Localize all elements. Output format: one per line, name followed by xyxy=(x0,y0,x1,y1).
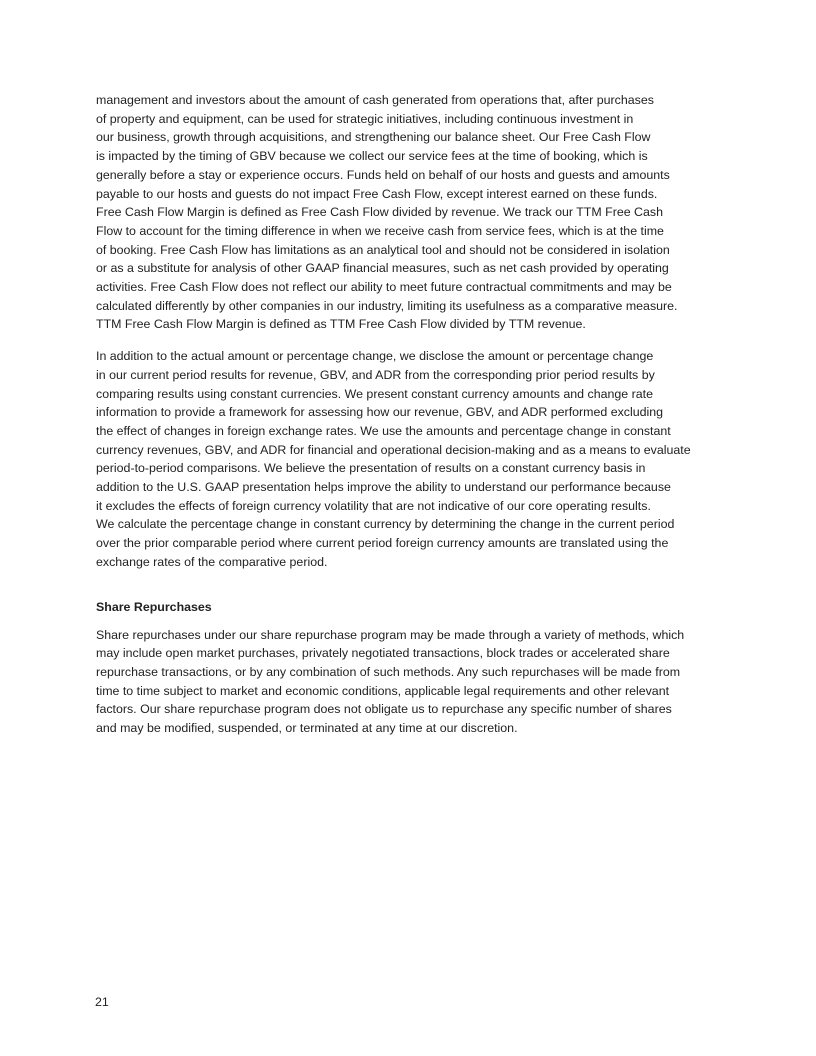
paragraph-line: or as a substitute for analysis of other GAAP financial measures, such as net cash provided by operating xyxy=(96,261,669,276)
paragraph-line: addition to the U.S. GAAP presentation helps improve the ability to understand our performance because xyxy=(96,480,671,495)
paragraph-line: activities. Free Cash Flow does not reflect our ability to meet future contractual commitments and may be xyxy=(96,280,672,295)
paragraph-line: exchange rates of the comparative period. xyxy=(96,554,328,569)
constant-currency-paragraph xyxy=(96,347,726,571)
paragraph-line: may include open market purchases, privately negotiated transactions, block trades or accelerated share xyxy=(96,646,670,661)
paragraph-line: factors. Our share repurchase program does not obligate us to repurchase any specific number of shares xyxy=(96,702,672,717)
paragraph-line: Flow to account for the timing difference in when we receive cash from service fees, which is at the time xyxy=(96,223,664,238)
paragraph-line: of property and equipment, can be used for strategic initiatives, including continuous investment in xyxy=(96,111,634,126)
paragraph-line: management and investors about the amount of cash generated from operations that, after purchases xyxy=(96,93,654,107)
paragraph-line: information to provide a framework for assessing how our revenue, GBV, and ADR performed excluding xyxy=(96,405,664,420)
paragraph-line: of booking. Free Cash Flow has limitations as an analytical tool and should not be considered in isolation xyxy=(96,242,670,257)
paragraph-line: TTM Free Cash Flow Margin is defined as TTM Free Cash Flow divided by TTM revenue. xyxy=(96,317,586,332)
heading-spacer xyxy=(96,616,726,626)
paragraph-line: generally before a stay or experience occurs. Funds held on behalf of our hosts and guests and amounts xyxy=(96,167,670,182)
section-spacer xyxy=(96,572,726,598)
paragraph-line: payable to our hosts and guests do not impact Free Cash Flow, except interest earned on these funds. xyxy=(96,186,658,201)
paragraph-line: the effect of changes in foreign exchange rates. We use the amounts and percentage change in constant xyxy=(96,423,671,438)
share-repurchases-paragraph xyxy=(96,626,726,738)
paragraph-line: time to time subject to market and economic conditions, applicable legal requirements and other relevant xyxy=(96,683,670,698)
paragraph-line: period-to-period comparisons. We believe the presentation of results on a constant currency basis in xyxy=(96,461,646,476)
paragraph-line: currency revenues, GBV, and ADR for financial and operational decision-making and as a means to evaluate xyxy=(96,442,691,457)
paragraph-line: calculated differently by other companies in our industry, limiting its usefulness as a comparative measure. xyxy=(96,298,678,313)
free-cash-flow-paragraph xyxy=(96,91,726,334)
document-body xyxy=(96,91,726,738)
paragraph-line: Share repurchases under our share repurchase program may be made through a variety of methods, which xyxy=(96,627,685,642)
paragraph-spacer xyxy=(96,334,726,347)
paragraph-line: repurchase transactions, or by any combination of such methods. Any such repurchases will be made from xyxy=(96,664,681,679)
paragraph-line: and may be modified, suspended, or terminated at any time at our discretion. xyxy=(96,721,518,736)
page-number: 21 xyxy=(95,995,109,1009)
paragraph-line: our business, growth through acquisitions, and strengthening our balance sheet. Our Free Cash Flow xyxy=(96,130,651,145)
paragraph-line: In addition to the actual amount or percentage change, we disclose the amount or percentage change xyxy=(96,349,654,364)
paragraph-line: comparing results using constant currencies. We present constant currency amounts and change rate xyxy=(96,386,653,401)
paragraph-line: over the prior comparable period where current period foreign currency amounts are translated using the xyxy=(96,536,669,551)
paragraph-line: in our current period results for revenue, GBV, and ADR from the corresponding prior period results by xyxy=(96,367,655,382)
paragraph-line: Free Cash Flow Margin is defined as Free Cash Flow divided by revenue. We track our TTM Free Cash xyxy=(96,205,663,220)
paragraph-line: We calculate the percentage change in constant currency by determining the change in the current period xyxy=(96,517,675,532)
paragraph-line: is impacted by the timing of GBV because we collect our service fees at the time of booking, which is xyxy=(96,149,648,164)
paragraph-line: it excludes the effects of foreign currency volatility that are not indicative of our core operating results. xyxy=(96,498,651,513)
section-heading: Share Repurchases xyxy=(96,599,212,614)
